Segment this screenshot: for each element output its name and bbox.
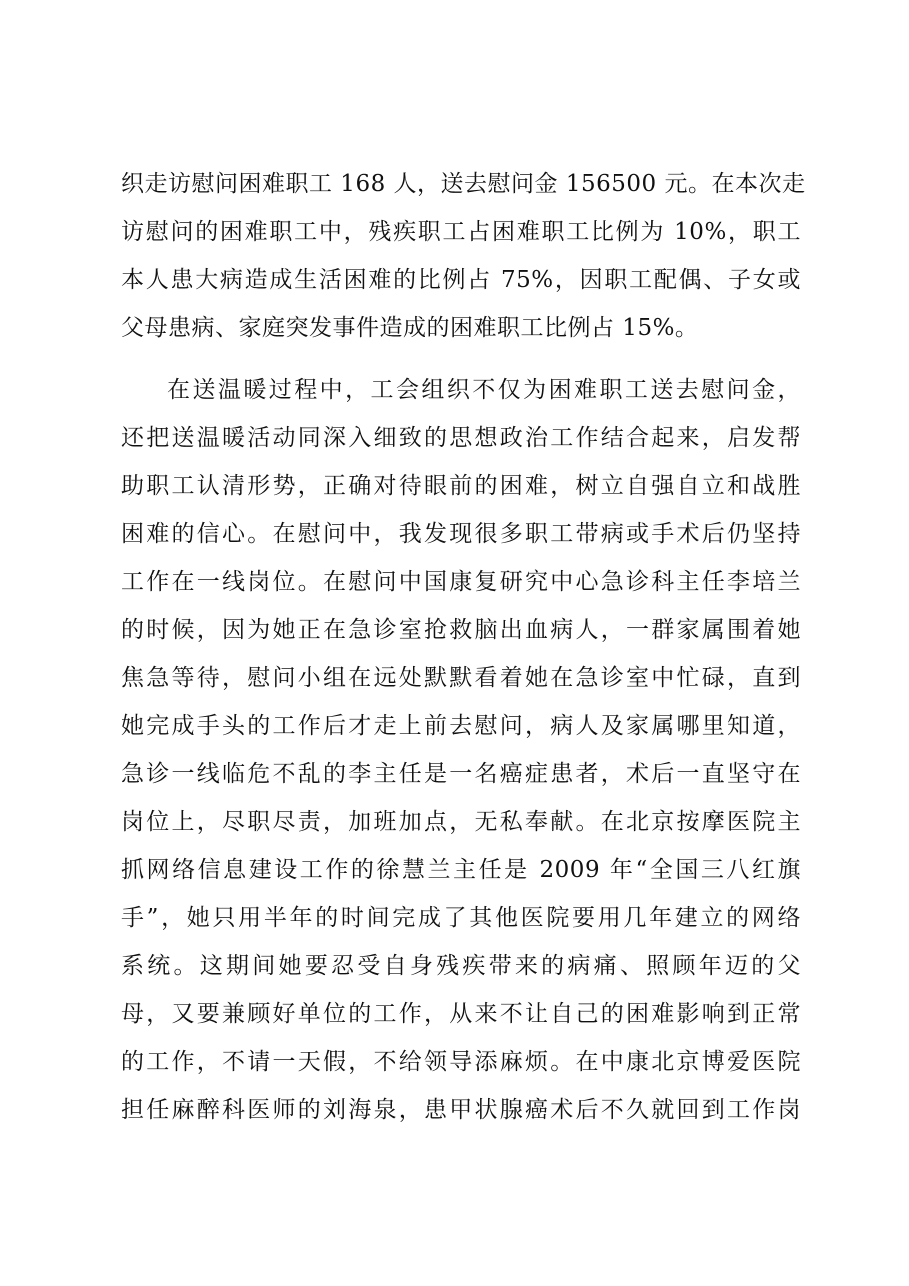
- text-line: 本人患大病造成生活困难的比例占 75%，因职工配偶、子女或: [121, 267, 801, 293]
- text-line: 父母患病、家庭突发事件造成的困难职工比例占 15%。: [121, 315, 699, 341]
- document-body: [121, 160, 806, 1134]
- text-line: 手”，她只用半年的时间完成了其他医院要用几年建立的网络: [121, 905, 801, 931]
- text-line: 访慰问的困难职工中，残疾职工占困难职工比例为 10%，职工: [121, 219, 801, 245]
- text-line: 的工作，不请一天假，不给领导添麻烦。在中康北京博爱医院: [121, 1049, 801, 1075]
- text-line: 还把送温暖活动同深入细致的思想政治工作结合起来，启发帮: [121, 425, 801, 451]
- paragraph-1: [121, 160, 806, 352]
- text-line: 工作在一线岗位。在慰问中国康复研究中心急诊科主任李培兰: [121, 569, 801, 595]
- text-line: 困难的信心。在慰问中，我发现很多职工带病或手术后仍坚持: [121, 521, 801, 547]
- text-line: 急诊一线临危不乱的李主任是一名癌症患者，术后一直坚守在: [121, 761, 801, 787]
- text-line: 岗位上，尽职尽责，加班加点，无私奉献。在北京按摩医院主: [121, 809, 801, 835]
- text-line: 助职工认清形势，正确对待眼前的困难，树立自强自立和战胜: [121, 473, 801, 499]
- text-line: 在送温暖过程中，工会组织不仅为困难职工送去慰问金，: [167, 377, 801, 403]
- text-line: 母，又要兼顾好单位的工作，从来不让自己的困难影响到正常: [121, 1001, 801, 1027]
- text-line: 抓网络信息建设工作的徐慧兰主任是 2009 年“全国三八红旗: [121, 857, 801, 883]
- paragraph-spacer: [121, 352, 801, 366]
- text-line: 她完成手头的工作后才走上前去慰问，病人及家属哪里知道，: [121, 713, 801, 739]
- text-line: 担任麻醉科医师的刘海泉，患甲状腺癌术后不久就回到工作岗: [121, 1097, 801, 1123]
- text-line: 焦急等待，慰问小组在远处默默看着她在急诊室中忙碌，直到: [121, 665, 801, 691]
- text-line: 的时候，因为她正在急诊室抢救脑出血病人，一群家属围着她: [121, 617, 801, 643]
- text-line: 系统。这期间她要忍受自身残疾带来的病痛、照顾年迈的父: [121, 953, 801, 979]
- text-line: 织走访慰问困难职工 168 人，送去慰问金 156500 元。在本次走: [121, 171, 806, 197]
- paragraph-2: [121, 366, 801, 1134]
